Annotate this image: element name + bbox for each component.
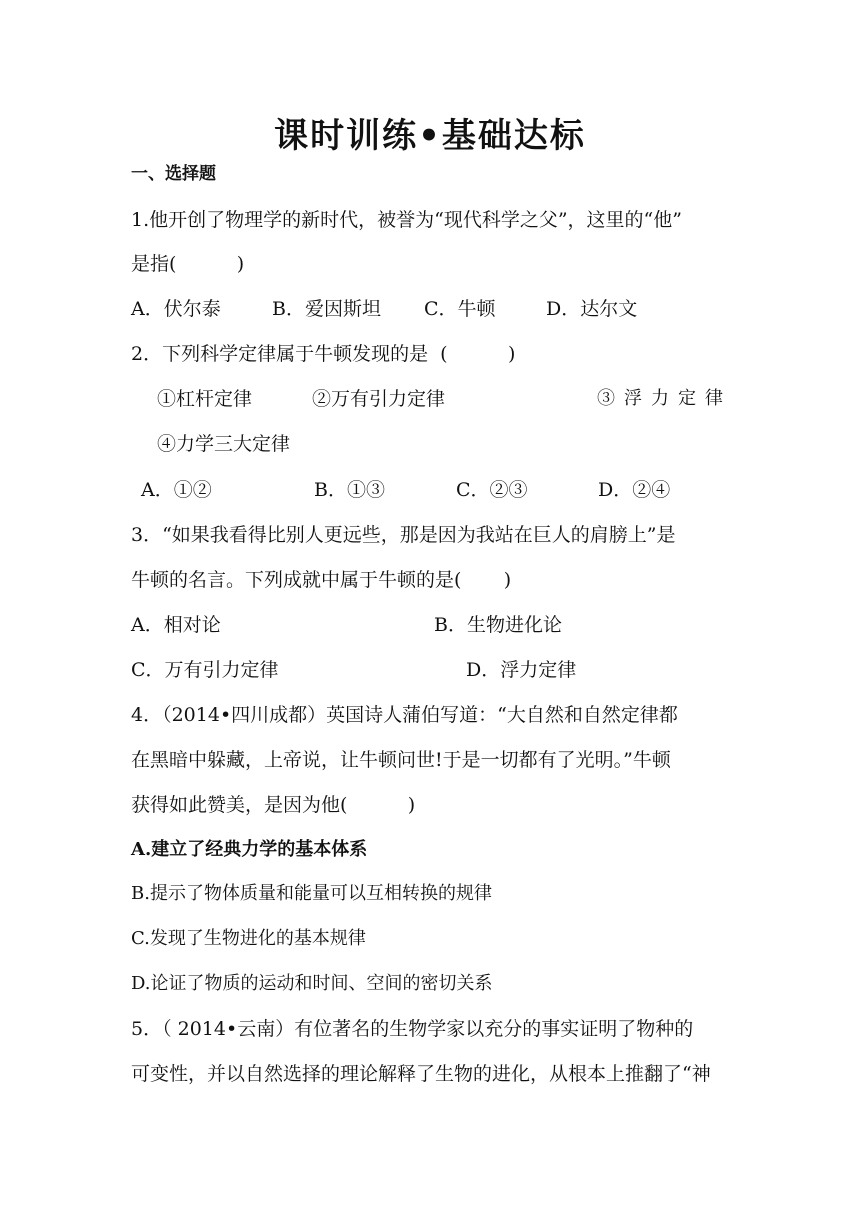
question-1-line-1: 1.他开创了物理学的新时代，被誉为“现代科学之父”，这里的“他” — [131, 209, 682, 231]
question-2-stem: 2．下列科学定律属于牛顿发现的是 ( ) — [131, 343, 516, 365]
question-1-option-b: B．爱因斯坦 — [272, 298, 381, 320]
question-3-option-b: B．生物进化论 — [434, 614, 562, 636]
question-3-line-1: 3．“如果我看得比别人更远些，那是因为我站在巨人的肩膀上”是 — [131, 524, 676, 546]
question-5-line-1: 5．（ 2014•云南）有位著名的生物学家以充分的事实证明了物种的 — [131, 1018, 694, 1040]
question-4-option-d: D.论证了物质的运动和时间、空间的密切关系 — [131, 973, 493, 994]
question-2-option-b: B．①③ — [314, 479, 385, 501]
question-2-option-a: A．①② — [141, 479, 212, 501]
question-1-option-d: D．达尔文 — [546, 298, 638, 320]
question-2-option-c: C．②③ — [456, 479, 528, 501]
question-3-option-d: D．浮力定律 — [466, 659, 577, 681]
question-4-option-a: A.建立了经典力学的基本体系 — [131, 839, 368, 860]
question-2-item-3: ③浮力定律 — [597, 388, 732, 409]
question-5-line-2: 可变性，并以自然选择的理论解释了生物的进化，从根本上推翻了“神 — [131, 1063, 711, 1085]
question-2-item-2: ②万有引力定律 — [312, 388, 446, 410]
question-4-line-2: 在黑暗中躲藏，上帝说，让牛顿问世!于是一切都有了光明。”牛顿 — [131, 749, 671, 771]
question-2-option-d: D．②④ — [598, 479, 671, 501]
question-4-line-1: 4．（2014•四川成都）英国诗人蒲伯写道：“大自然和自然定律都 — [131, 704, 678, 726]
question-1-line-2: 是指( ) — [131, 253, 245, 275]
question-3-option-a: A．相对论 — [131, 614, 221, 636]
question-4-option-c: C.发现了生物进化的基本规律 — [131, 928, 366, 949]
page-title: 课时训练•基础达标 — [274, 116, 586, 156]
question-1-option-a: A．伏尔泰 — [131, 298, 221, 320]
question-3-option-c: C．万有引力定律 — [131, 659, 279, 681]
question-2-item-1: ①杠杆定律 — [157, 388, 253, 410]
question-3-line-2: 牛顿的名言。下列成就中属于牛顿的是( ) — [131, 569, 512, 591]
question-2-item-4: ④力学三大定律 — [157, 433, 291, 455]
question-1-option-c: C．牛顿 — [424, 298, 496, 320]
section-heading: 一、选择题 — [131, 164, 216, 184]
question-4-line-3: 获得如此赞美，是因为他( ) — [131, 794, 416, 816]
question-4-option-b: B.提示了物体质量和能量可以互相转换的规律 — [131, 883, 492, 904]
